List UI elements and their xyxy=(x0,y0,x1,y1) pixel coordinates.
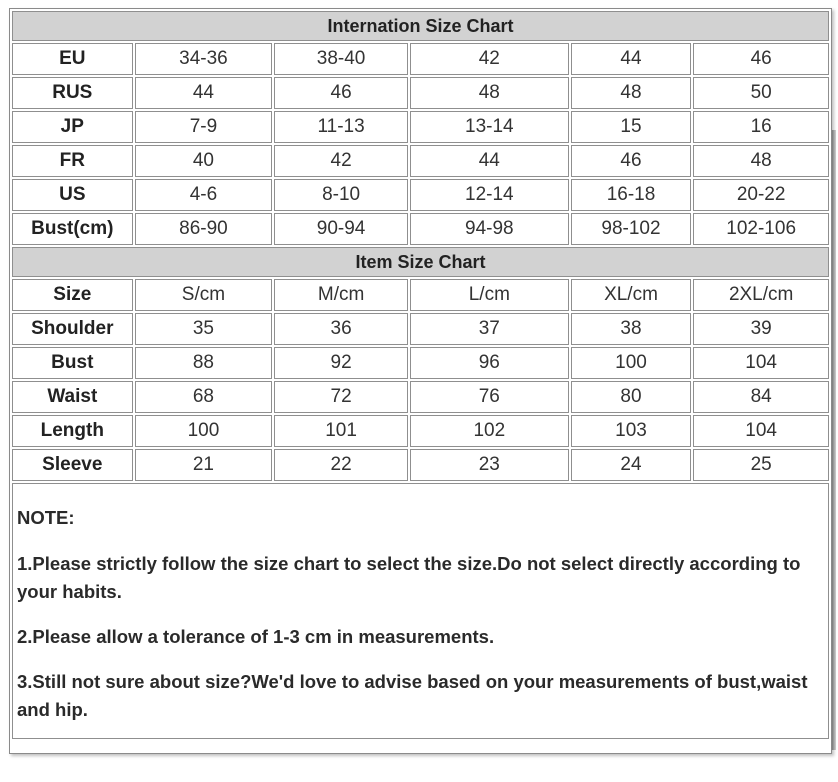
table-cell: 2XL/cm xyxy=(693,279,829,311)
table-cell: 16 xyxy=(693,111,829,143)
table-cell: 8-10 xyxy=(274,179,408,211)
table-cell: 42 xyxy=(410,43,569,75)
table-cell: 23 xyxy=(410,449,569,481)
table-cell: 46 xyxy=(693,43,829,75)
item-row xyxy=(12,381,829,413)
row-label: JP xyxy=(12,111,133,143)
table-cell: 42 xyxy=(274,145,408,177)
table-cell: 48 xyxy=(410,77,569,109)
note-title: NOTE: xyxy=(17,507,75,528)
table-cell: 100 xyxy=(571,347,692,379)
table-cell: 4-6 xyxy=(135,179,273,211)
table-cell: 39 xyxy=(693,313,829,345)
table-cell: 50 xyxy=(693,77,829,109)
table-cell: 21 xyxy=(135,449,273,481)
note-item-1: 1.Please strictly follow the size chart to select the size.Do not select directly according to your habits. xyxy=(17,553,801,602)
table-cell: 68 xyxy=(135,381,273,413)
page-edge-shadow xyxy=(832,130,836,750)
item-size-chart-title: Item Size Chart xyxy=(12,247,829,277)
table-cell: 84 xyxy=(693,381,829,413)
table-cell: 11-13 xyxy=(274,111,408,143)
table-cell: 104 xyxy=(693,415,829,447)
table-cell: 92 xyxy=(274,347,408,379)
table-cell: 13-14 xyxy=(410,111,569,143)
table-cell: 98-102 xyxy=(571,213,692,245)
table-cell: 72 xyxy=(274,381,408,413)
row-label: Shoulder xyxy=(12,313,133,345)
table-cell: 35 xyxy=(135,313,273,345)
table-cell: 40 xyxy=(135,145,273,177)
item-size-header-row xyxy=(12,279,829,311)
table-cell: 12-14 xyxy=(410,179,569,211)
table-cell: 100 xyxy=(135,415,273,447)
table-cell: 101 xyxy=(274,415,408,447)
table-cell: 22 xyxy=(274,449,408,481)
international-row xyxy=(12,213,829,245)
table-cell: 90-94 xyxy=(274,213,408,245)
table-cell: M/cm xyxy=(274,279,408,311)
notes-section xyxy=(12,483,829,739)
row-label: Bust xyxy=(12,347,133,379)
table-cell: 44 xyxy=(410,145,569,177)
item-row xyxy=(12,449,829,481)
table-cell: 80 xyxy=(571,381,692,413)
table-cell: 34-36 xyxy=(135,43,273,75)
item-row xyxy=(12,313,829,345)
row-label: Length xyxy=(12,415,133,447)
international-row xyxy=(12,145,829,177)
table-cell: 15 xyxy=(571,111,692,143)
table-cell: L/cm xyxy=(410,279,569,311)
row-label: FR xyxy=(12,145,133,177)
table-cell: 36 xyxy=(274,313,408,345)
row-label: Sleeve xyxy=(12,449,133,481)
table-cell: 104 xyxy=(693,347,829,379)
table-cell: 86-90 xyxy=(135,213,273,245)
table-cell: 25 xyxy=(693,449,829,481)
table-cell: 46 xyxy=(571,145,692,177)
row-label: RUS xyxy=(12,77,133,109)
row-label: Bust(cm) xyxy=(12,213,133,245)
table-cell: XL/cm xyxy=(571,279,692,311)
table-cell: 102-106 xyxy=(693,213,829,245)
table-cell: 102 xyxy=(410,415,569,447)
row-label: US xyxy=(12,179,133,211)
international-size-chart-title-row xyxy=(12,11,829,41)
table-cell: S/cm xyxy=(135,279,273,311)
table-cell: 96 xyxy=(410,347,569,379)
note-item-3: 3.Still not sure about size?We'd love to advise based on your measurements of bust,waist and hip. xyxy=(17,671,808,720)
row-label: EU xyxy=(12,43,133,75)
international-row xyxy=(12,77,829,109)
size-chart xyxy=(9,8,832,754)
table-cell: 37 xyxy=(410,313,569,345)
international-size-chart-title: Internation Size Chart xyxy=(12,11,829,41)
table-cell: 103 xyxy=(571,415,692,447)
table-cell: 20-22 xyxy=(693,179,829,211)
table-cell: 76 xyxy=(410,381,569,413)
international-row xyxy=(12,179,829,211)
item-size-chart-title-row xyxy=(12,247,829,277)
item-row xyxy=(12,347,829,379)
international-row xyxy=(12,43,829,75)
row-label: Size xyxy=(12,279,133,311)
table-cell: 38 xyxy=(571,313,692,345)
table-cell: 7-9 xyxy=(135,111,273,143)
international-row xyxy=(12,111,829,143)
row-label: Waist xyxy=(12,381,133,413)
table-cell: 44 xyxy=(571,43,692,75)
table-cell: 88 xyxy=(135,347,273,379)
table-cell: 48 xyxy=(571,77,692,109)
table-cell: 38-40 xyxy=(274,43,408,75)
item-row xyxy=(12,415,829,447)
size-table xyxy=(10,9,831,483)
table-cell: 46 xyxy=(274,77,408,109)
table-cell: 94-98 xyxy=(410,213,569,245)
note-item-2: 2.Please allow a tolerance of 1-3 cm in measurements. xyxy=(17,626,495,647)
table-cell: 16-18 xyxy=(571,179,692,211)
table-cell: 48 xyxy=(693,145,829,177)
table-cell: 44 xyxy=(135,77,273,109)
table-cell: 24 xyxy=(571,449,692,481)
